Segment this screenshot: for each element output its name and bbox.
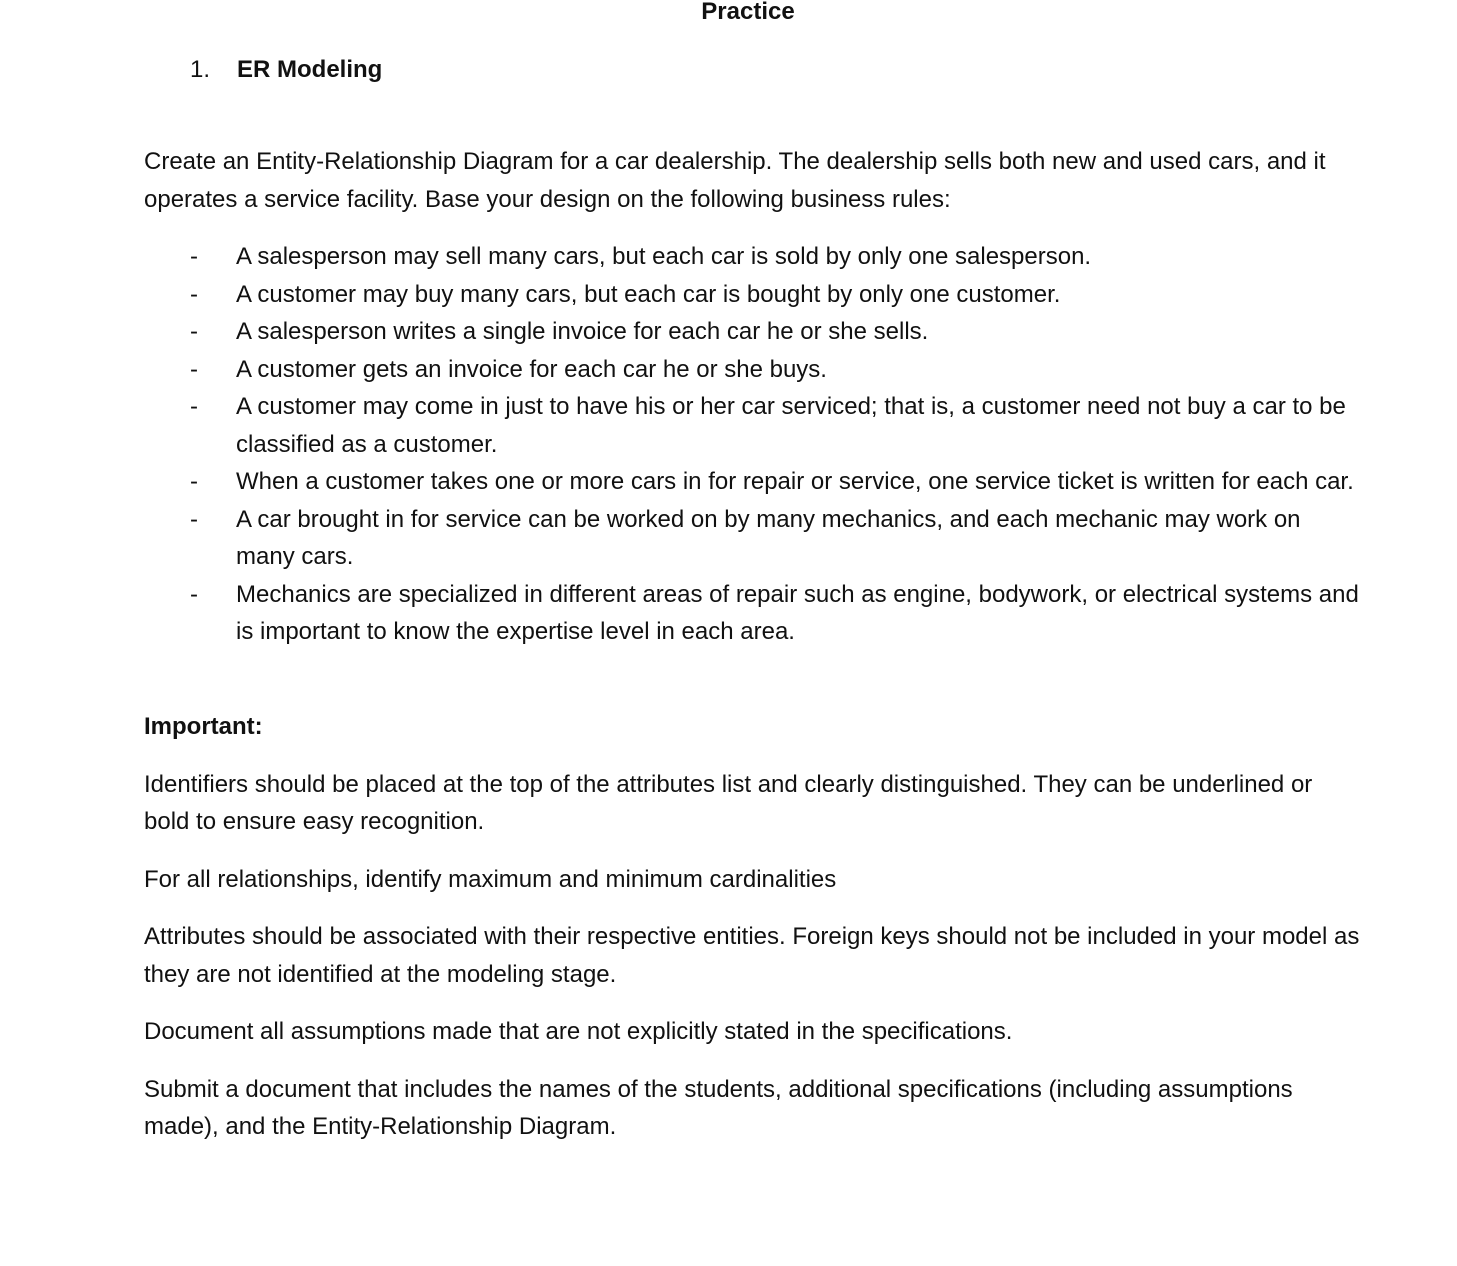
list-bullet: - [190,468,198,495]
rule-text: A customer may come in just to have his or her car serviced; that is, a customer need not buy a car to be classified as a customer. [236,393,1346,458]
list-item [190,351,1365,389]
important-paragraph: For all relationships, identify maximum and minimum cardinalities [144,865,837,893]
rule-text: A salesperson writes a single invoice for each car he or she sells. [236,318,929,345]
list-item [190,313,1365,351]
rule-text: Mechanics are specialized in different areas of repair such as engine, bodywork, or electrical systems and is important to know the expertise level in each area. [236,580,1359,645]
rule-text: A car brought in for service can be worked on by many mechanics, and each mechanic may work on many cars. [236,505,1301,570]
section-heading [190,54,382,86]
important-paragraph: Document all assumptions made that are not explicitly stated in the specifications. [144,1018,1013,1045]
rule-text: A customer gets an invoice for each car he or she buys. [236,355,827,383]
rule-text: A salesperson may sell many cars, but each car is sold by only one salesperson. [236,243,1092,270]
list-bullet: - [190,318,198,345]
business-rules-list [190,238,1365,651]
rule-text: A customer may buy many cars, but each car is bought by only one customer. [236,280,1061,308]
list-bullet: - [190,393,198,420]
list-bullet: - [190,280,198,308]
document-title: Practice [701,0,795,25]
list-bullet: - [190,505,198,533]
rule-text: When a customer takes one or more cars in for repair or service, one service ticket is written for each car. [236,468,1354,495]
important-heading: Important: [144,713,263,740]
list-item [190,501,1365,576]
list-item [190,388,1365,463]
list-item [190,576,1365,651]
list-item [190,463,1365,501]
important-paragraph: Attributes should be associated with their respective entities. Foreign keys should not be included in your model as they are not identified at the modeling stage. [144,923,1360,988]
important-section [144,708,1364,1166]
section-title: ER Modeling [237,56,383,83]
important-paragraph: Submit a document that includes the names of the students, additional specifications (including assumptions made), and the Entity-Relationship Diagram. [144,1075,1293,1140]
list-bullet: - [190,580,198,608]
list-bullet: - [190,243,198,270]
list-item [190,238,1365,276]
intro-paragraph: Create an Entity-Relationship Diagram for a car dealership. The dealership sells both new and used cars, and it operates a service facility. Base your design on the following business rules: [144,148,1326,213]
list-bullet: - [190,355,198,383]
list-item [190,276,1365,314]
important-paragraph: Identifiers should be placed at the top of the attributes list and clearly distinguished. They can be underlined or bold to ensure easy recognition. [144,770,1313,835]
section-number: 1. [190,56,211,83]
